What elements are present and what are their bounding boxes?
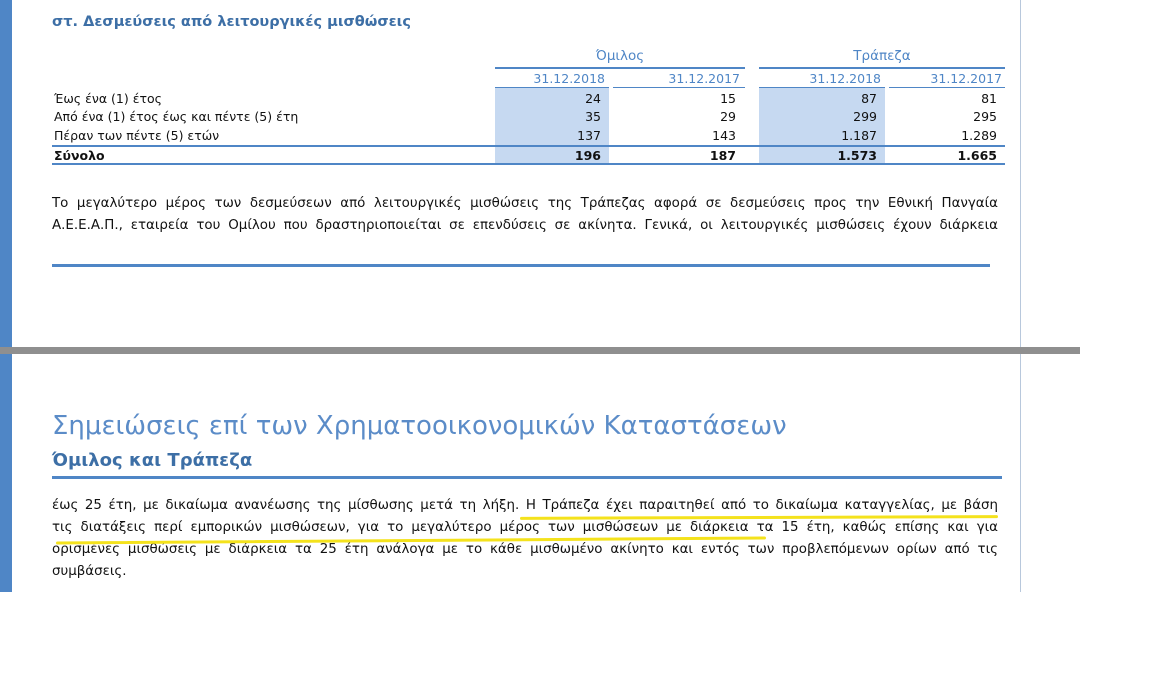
group-line-trapeza — [759, 67, 1005, 69]
date-line-3 — [759, 87, 885, 88]
page-edge-bottom — [1020, 354, 1021, 592]
paragraph-line: έως 25 έτη, με δικαίωμα ανανέωσης της μίσθωσης μετά τη λήξη. Η Τράπεζα έχει παραιτηθεί από το δικαίωμα καταγγελίας, με βάση — [52, 498, 998, 513]
date-col-2: 31.12.2017 — [668, 71, 740, 86]
page-separator — [0, 347, 1080, 354]
table-cell: 35 — [585, 109, 601, 124]
section-title: στ. Δεσμεύσεις από λειτουργικές μισθώσεις — [52, 14, 411, 30]
table-cell: 87 — [861, 91, 877, 106]
table-cell: 1.289 — [961, 128, 997, 143]
paragraph-line: συμβάσεις. — [52, 564, 127, 579]
page-title: Σημειώσεις επί των Χρηματοοικονομικών Καταστάσεων — [52, 411, 787, 441]
table-cell: 295 — [973, 109, 997, 124]
table-cell: 143 — [712, 128, 736, 143]
left-margin-bar — [0, 0, 12, 592]
total-cell: 196 — [574, 148, 601, 163]
group-header-omilos: Όμιλος — [595, 48, 645, 64]
total-cell: 1.573 — [837, 148, 877, 163]
table-cell: 137 — [577, 128, 601, 143]
section-rule — [52, 264, 990, 267]
paragraph-line: Α.Ε.Ε.Α.Π., εταιρεία του Ομίλου που δραστηριοποιείται σε επενδύσεις σε ακίνητα. Γενικά, οι λειτουργικές μισθώσεις έχουν διάρκεια — [52, 218, 998, 233]
paragraph-line: Το μεγαλύτερο μέρος των δεσμεύσεων από λειτουργικές μισθώσεις της Τράπεζας αφορά σε δεσμεύσεις προς την Εθνική Πανγαία — [52, 196, 998, 211]
date-col-3: 31.12.2018 — [809, 71, 881, 86]
header-rule — [52, 476, 1002, 479]
date-line-1 — [495, 87, 609, 88]
total-line-bottom — [52, 163, 1005, 165]
page-edge-top — [1020, 0, 1021, 347]
table-cell: 299 — [853, 109, 877, 124]
paragraph-line: τις διατάξεις περί εμπορικών μισθώσεων, για το μεγαλύτερο μέρος των μισθώσεων με διάρκεια τα 15 έτη, καθώς επίσης και για — [52, 520, 998, 535]
table-cell: 29 — [720, 109, 736, 124]
total-cell: 187 — [709, 148, 736, 163]
group-header-trapeza: Τράπεζα — [853, 48, 911, 64]
paragraph-top — [52, 193, 998, 237]
page-subtitle: Όμιλος και Τράπεζα — [52, 450, 253, 471]
total-line-top — [52, 145, 1005, 147]
total-label: Σύνολο — [54, 148, 105, 163]
total-cell: 1.665 — [957, 148, 997, 163]
date-col-1: 31.12.2018 — [533, 71, 605, 86]
table-cell: 1.187 — [841, 128, 877, 143]
date-line-4 — [889, 87, 1005, 88]
paragraph-line: ορισμένες μισθώσεις με διάρκεια τα 25 έτη ανάλογα με το κάθε μισθωμένο ακίνητο και εντός των προβλεπόμενων ορίων από τις — [52, 542, 998, 557]
table-cell: 24 — [585, 91, 601, 106]
group-line-omilos — [495, 67, 745, 69]
date-line-2 — [613, 87, 745, 88]
table-cell: 15 — [720, 91, 736, 106]
date-col-4: 31.12.2017 — [930, 71, 1002, 86]
row-label: Πέραν των πέντε (5) ετών — [54, 128, 220, 143]
row-label: Έως ένα (1) έτος — [54, 91, 163, 106]
row-label: Από ένα (1) έτος έως και πέντε (5) έτη — [54, 109, 299, 124]
table-cell: 81 — [981, 91, 997, 106]
